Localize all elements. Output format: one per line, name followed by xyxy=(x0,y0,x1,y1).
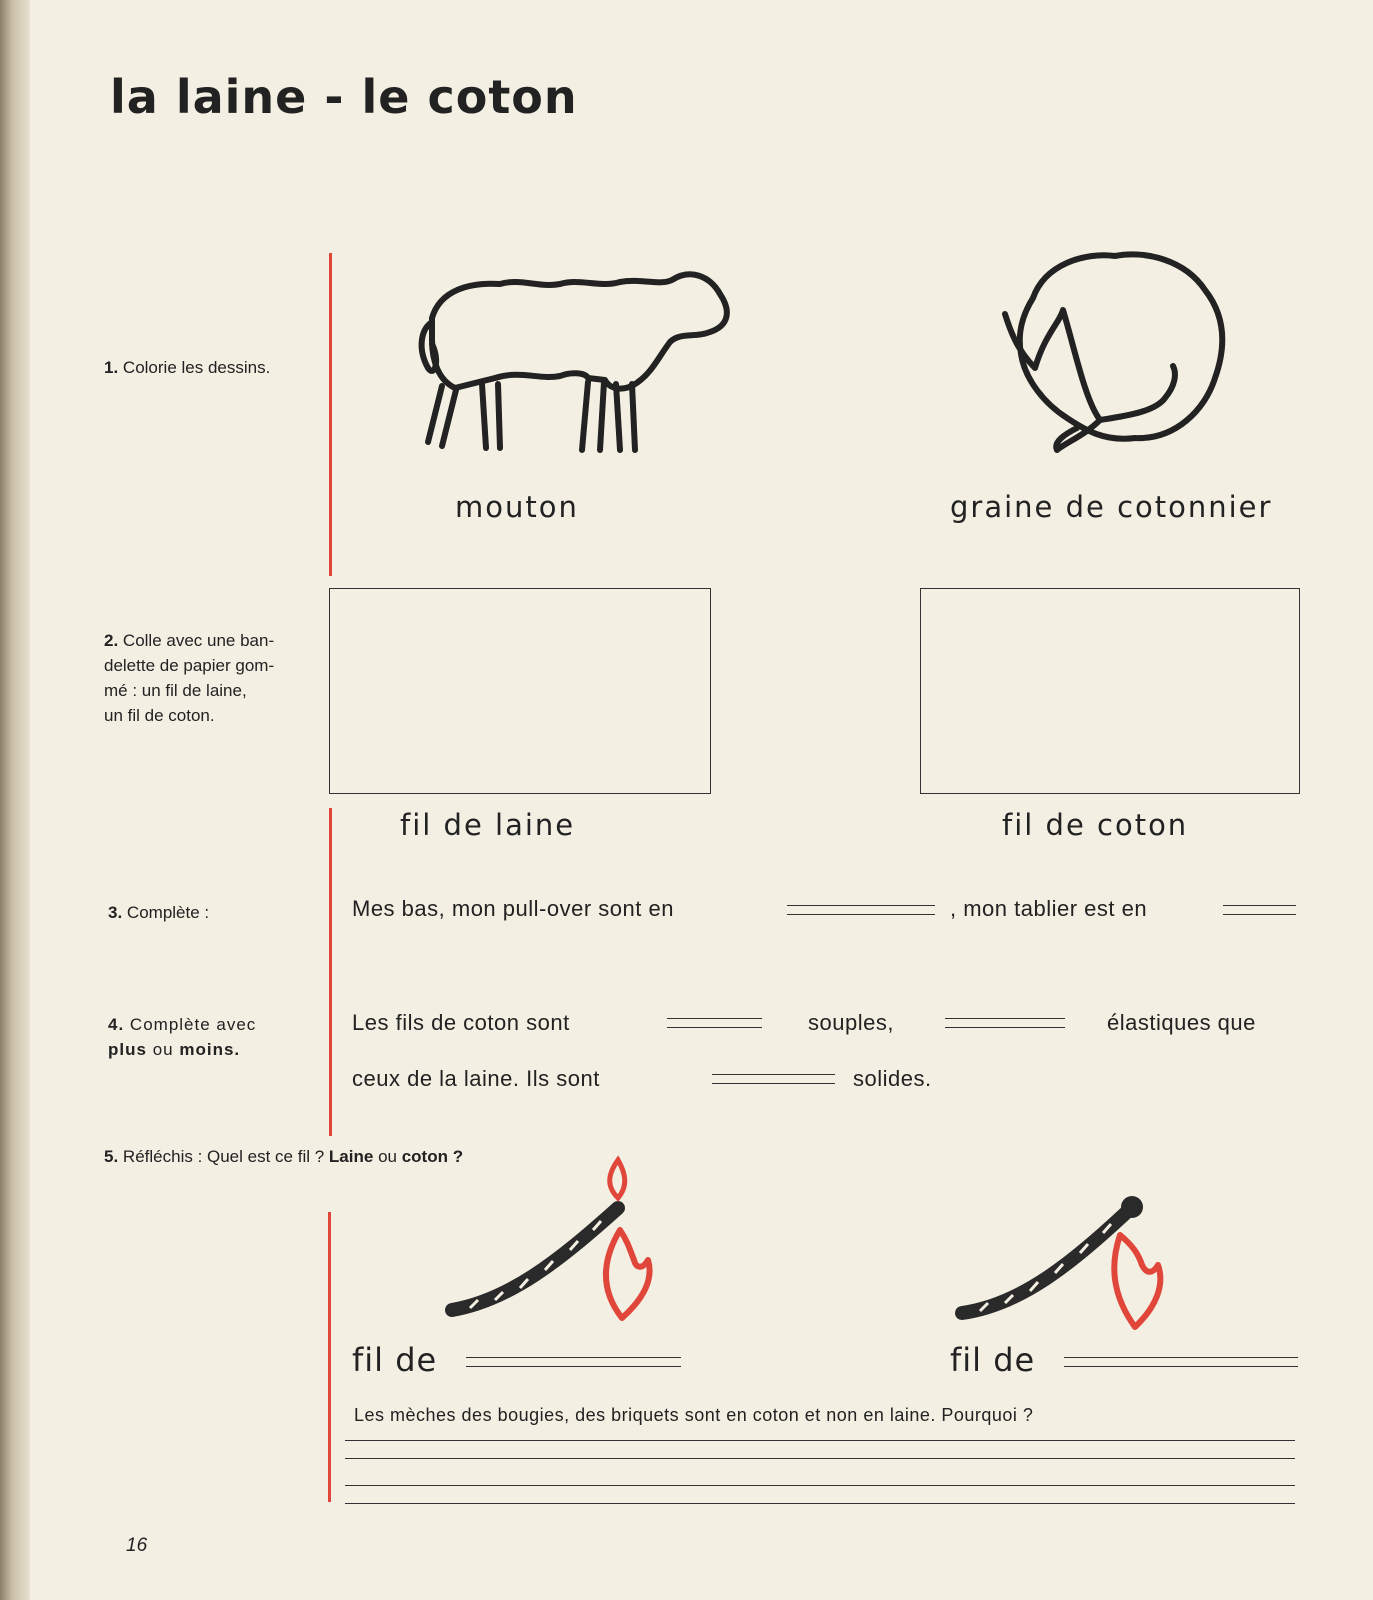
exercise-4-text: Complète avec xyxy=(129,1015,257,1034)
exercise-2-number: 2. xyxy=(104,631,119,650)
exercise-2-line-3: mé : un fil de laine, xyxy=(104,681,247,700)
answer-line-3[interactable] xyxy=(345,1485,1295,1486)
exercise-3-instruction xyxy=(108,900,209,925)
blank-5b[interactable] xyxy=(1064,1357,1298,1367)
burning-wool-thread-icon xyxy=(450,1150,670,1340)
exercise-3-text: Complète : xyxy=(126,903,210,922)
glue-box-cotton[interactable] xyxy=(920,588,1300,794)
margin-line-1 xyxy=(329,253,332,576)
burn-left-label: fil de xyxy=(352,1341,438,1379)
burning-cotton-thread-icon xyxy=(960,1195,1170,1345)
candle-wick-question: Les mèches des bougies, des briquets sont en coton et non en laine. Pourquoi ? xyxy=(354,1405,1034,1425)
page-title: la laine - le coton xyxy=(110,70,578,124)
exercise-4-word-plus: plus xyxy=(108,1040,147,1059)
blank-4b[interactable] xyxy=(945,1018,1065,1028)
blank-5a[interactable] xyxy=(466,1357,681,1367)
sentence-4-line-1-c: élastiques que xyxy=(1107,1010,1256,1035)
exercise-1-instruction xyxy=(104,355,270,380)
sentence-3-part-1: Mes bas, mon pull-over sont en xyxy=(352,896,674,921)
sentence-4-line-1-b: souples, xyxy=(808,1010,894,1035)
exercise-4-word-ou: ou xyxy=(152,1040,174,1059)
exercise-5-word-laine: Laine xyxy=(328,1147,374,1166)
book-spine-edge xyxy=(0,0,30,1600)
blank-3b[interactable] xyxy=(1223,905,1296,915)
burn-right-label: fil de xyxy=(950,1341,1036,1379)
exercise-5-number: 5. xyxy=(104,1147,119,1166)
exercise-5-instruction xyxy=(104,1144,463,1169)
cotton-label: graine de cotonnier xyxy=(950,490,1273,524)
answer-line-2[interactable] xyxy=(345,1458,1295,1459)
exercise-1-number: 1. xyxy=(104,358,119,377)
sheep-icon xyxy=(410,260,740,460)
sentence-4-line-1-a: Les fils de coton sont xyxy=(352,1010,570,1035)
sentence-4-line-2-a: ceux de la laine. Ils sont xyxy=(352,1066,600,1091)
exercise-5-text: Réfléchis : Quel est ce fil ? xyxy=(122,1147,325,1166)
cotton-boll-icon xyxy=(1005,250,1245,470)
exercise-5-word-ou: ou xyxy=(378,1147,397,1166)
sheep-label: mouton xyxy=(455,490,579,524)
exercise-4-word-moins: moins. xyxy=(179,1040,241,1059)
exercise-4-number: 4. xyxy=(108,1015,125,1034)
exercise-2-line-2: delette de papier gom- xyxy=(104,656,275,675)
blank-4a[interactable] xyxy=(667,1018,762,1028)
glue-box-wool[interactable] xyxy=(329,588,711,794)
exercise-3-number: 3. xyxy=(108,903,123,922)
blank-4c[interactable] xyxy=(712,1074,835,1084)
sentence-3-part-2: , mon tablier est en xyxy=(950,896,1148,921)
margin-line-2 xyxy=(329,808,332,1136)
exercise-5-word-coton: coton ? xyxy=(401,1147,464,1166)
exercise-1-text: Colorie les dessins. xyxy=(122,358,271,377)
answer-line-4[interactable] xyxy=(345,1503,1295,1504)
exercise-2-instruction xyxy=(104,628,324,728)
exercise-4-instruction xyxy=(108,1012,256,1062)
blank-3a[interactable] xyxy=(787,905,935,915)
margin-line-3 xyxy=(328,1212,331,1502)
box-right-label: fil de coton xyxy=(1002,808,1189,842)
page-number: 16 xyxy=(126,1535,148,1556)
exercise-2-line-4: un fil de coton. xyxy=(104,706,215,725)
box-left-label: fil de laine xyxy=(400,808,576,842)
exercise-2-line-1: Colle avec une ban- xyxy=(122,631,275,650)
answer-line-1[interactable] xyxy=(345,1440,1295,1441)
sentence-4-line-2-b: solides. xyxy=(853,1066,932,1091)
